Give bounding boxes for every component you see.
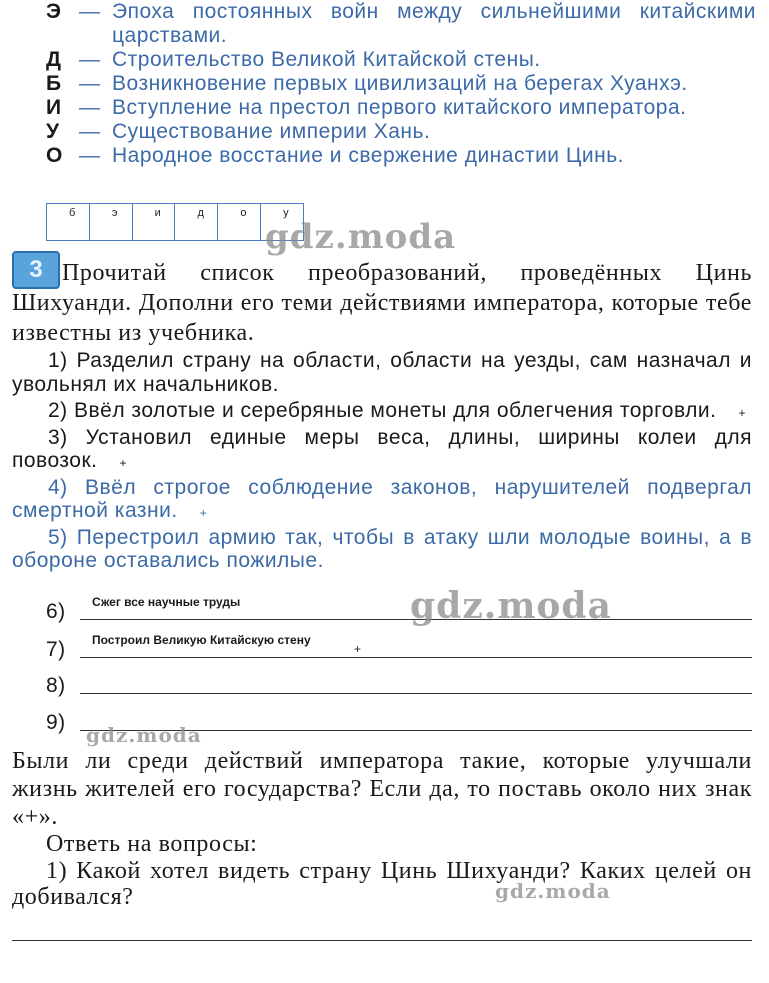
handwritten-answer: Сжег все научные труды [92,595,241,609]
code-cell[interactable] [90,204,133,240]
question-text: Были ли среди действий императора такие, которые улучшали жизнь жителей его государства? Если да, то поставь около них знак «+». [12,748,752,830]
answer-line[interactable] [46,628,752,661]
event-dash: — [79,96,101,119]
code-cell-letter: у [283,207,289,219]
plus-mark: + [738,406,746,420]
answer-heading: Ответь на вопросы: [46,831,258,857]
event-dash: — [79,144,101,167]
plus-mark: + [119,456,128,470]
task-number-icon: 3 [12,251,60,289]
event-letter: Э [46,0,62,23]
line-number: 7) [46,638,66,661]
event-text: Эпоха постоянных войн между сильнейшими китайскими царствами. [112,0,756,47]
reform-text: 1) Разделил страну на области, области на уезды, сам назначал и увольнял их начальников. [12,349,752,396]
handwritten-answer: Построил Великую Китайскую стену [92,633,311,647]
reform-text: 5) Перестроил армию так, чтобы в атаку шли молодые воины, а в обороне оставались пожилые. [12,525,752,572]
task-instruction: Прочитай список преобразований, проведённых Цинь Шихуанди. Дополни его теми действиями императора, которые тебе известны из учебника. [12,260,752,346]
code-cell-letter: э [111,207,118,219]
event-letter: О [46,144,63,167]
write-line [80,657,752,658]
watermark: gdz.moda [86,723,202,747]
question-1: 1) Какой хотел видеть страну Цинь Шихуанди? Каких целей он добивался? [12,858,752,910]
event-letter: Д [46,48,62,71]
reform-text: 2) Ввёл золотые и серебряные монеты для облегчения торговли. [48,399,717,422]
events-list [46,0,756,168]
write-line [80,693,752,694]
reforms-list [12,349,752,576]
event-item [46,120,756,144]
event-letter: Б [46,72,62,95]
code-cell-letter: о [240,207,247,219]
event-text: Строительство Великой Китайской стены. [112,48,541,71]
watermark: gdz.moda [265,217,457,257]
code-cell[interactable] [218,204,261,240]
reform-item [12,526,752,576]
line-number: 9) [46,711,66,734]
event-item [46,144,756,168]
event-text: Вступление на престол первого китайского императора. [112,96,687,119]
event-item [46,0,756,48]
code-cell-letter: б [69,207,76,219]
answer-line[interactable] [46,664,752,697]
plus-mark: + [354,642,362,656]
reform-item [12,476,752,526]
answer-line[interactable] [46,590,752,623]
reform-item [12,349,752,399]
event-item [46,72,756,96]
watermark: gdz.moda [410,585,612,627]
code-cell[interactable] [133,204,176,240]
code-cell-letter: и [154,207,161,219]
event-dash: — [79,48,101,71]
reform-text: 4) Ввёл строгое соблюдение законов, нарушителей подвергал смертной казни. [12,475,752,522]
answer-line-bottom[interactable] [12,940,752,941]
reform-item [12,426,752,476]
plus-mark: + [199,506,208,520]
event-dash: — [79,0,101,23]
line-number: 6) [46,600,66,623]
event-letter: И [46,96,62,119]
watermark: gdz.moda [495,879,611,903]
event-text: Народное восстание и свержение династии Цинь. [112,144,625,167]
code-cell[interactable] [175,204,218,240]
code-cell-letter: д [197,207,204,219]
reform-text: 3) Установил единые меры веса, длины, ширины колеи для повозок. [12,425,752,472]
event-dash: — [79,120,101,143]
code-cell[interactable] [47,204,90,240]
event-letter: У [46,120,60,143]
event-text: Возникновение первых цивилизаций на берегах Хуанхэ. [112,72,688,95]
line-number: 8) [46,674,66,697]
event-dash: — [79,72,101,95]
event-text: Существование империи Хань. [112,120,431,143]
reform-item [12,399,752,426]
event-item [46,96,756,120]
event-item [46,48,756,72]
